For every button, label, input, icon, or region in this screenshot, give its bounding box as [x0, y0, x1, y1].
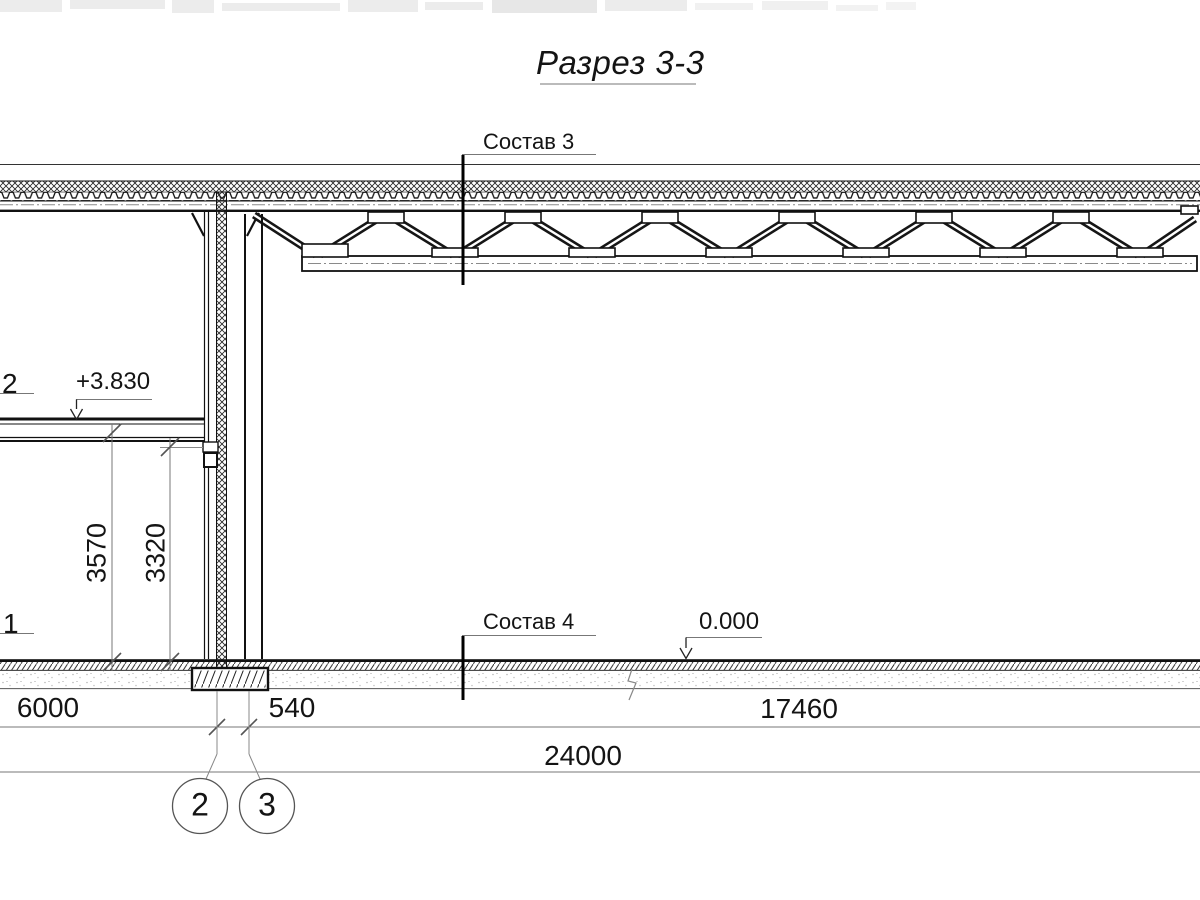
- roof-insulation-band: [0, 181, 1200, 192]
- wall-axis-2: [205, 192, 227, 668]
- elevation-ground-value: 0.000: [699, 608, 760, 635]
- cropped-text-fragments: [0, 0, 916, 13]
- dim-floor-height: 3570: [81, 522, 112, 584]
- roof-assembly: [0, 165, 1200, 213]
- grid-axis-2-number: 2: [191, 786, 209, 823]
- dim-wall-offset: 540: [268, 692, 316, 723]
- dim-clear-height: 3320: [140, 522, 171, 584]
- floor-slab: [0, 419, 218, 467]
- layer-callout-upper: 2: [2, 368, 18, 399]
- roof-deck-profile: [0, 192, 1200, 201]
- grid-axis-3-number: 3: [258, 786, 276, 823]
- layer-callout-lower: 1: [3, 608, 19, 639]
- elevation-floor2-value: +3.830: [76, 368, 151, 395]
- section-mark-top-label: Состав 3: [483, 129, 575, 154]
- ground-slab: [0, 659, 1200, 700]
- elevation-mark-floor2: [71, 400, 153, 420]
- elevation-mark-ground: [680, 638, 762, 659]
- dim-span-left: 6000: [16, 692, 80, 723]
- steel-truss: [254, 206, 1198, 271]
- dim-overall: 24000: [544, 740, 622, 771]
- drawing-title: Разрез 3-3: [536, 44, 705, 81]
- dim-span-right: 17460: [760, 693, 838, 724]
- truss-gusset-plates: [302, 206, 1198, 257]
- section-mark-bottom-label: Состав 4: [483, 609, 575, 634]
- beam-seat: [203, 442, 218, 452]
- column-axis-3: [245, 214, 262, 659]
- bearing-pad: [204, 453, 217, 467]
